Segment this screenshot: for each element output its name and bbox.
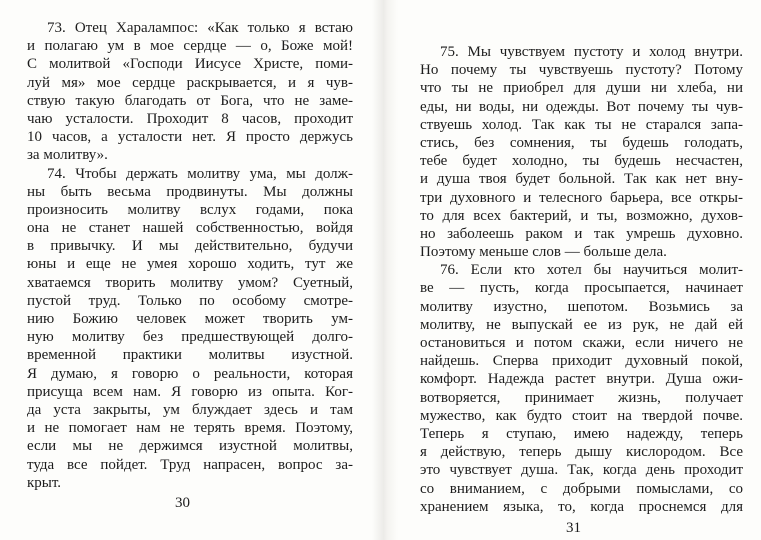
text-line: да уста закрыты, ум блуждает здесь и там	[27, 401, 353, 418]
text-line: хранением языка, то, когда проснемся для	[420, 498, 743, 515]
text-line: нию Божию человек может творить ум-	[27, 311, 353, 327]
text-line: пустой труд. Только по особому смотре-	[27, 292, 353, 309]
text-line: я действую, теперь дышу кислородом. Все	[420, 444, 743, 461]
text-line: ны быть весьма продвинуты. Мы должны	[27, 183, 353, 200]
left-page-text	[27, 19, 353, 492]
text-line: 10 часов, а усталости нет. Я просто держусь	[27, 129, 353, 146]
text-line: и душа твоя будет больной. Так как нет вну-	[420, 171, 743, 188]
text-line: молитву, не выпускай ее из рук, не дай ей	[420, 316, 743, 333]
text-line: 75. Мы чувствуем пустоту и холод внутри.	[440, 44, 743, 60]
text-line: что ты не приобрел для души ни хлеба, ни	[420, 80, 743, 97]
text-line: комфорт. Надежда растет внутри. Душа ожи-	[420, 371, 743, 388]
text-line: временной практики молитвы изустной.	[27, 347, 353, 364]
text-line: мужество, как будто стоит на твердой почве.	[420, 407, 743, 424]
text-line: со вниманием, с добрыми помыслами, со	[420, 480, 743, 497]
text-line: вотворяется, принимает жизнь, получает	[420, 389, 743, 406]
text-line: остановиться и потом скажи, если ничего не	[420, 335, 743, 351]
book-gutter	[372, 0, 398, 540]
text-line: юны и еще не умея хорошо ходить, тут же	[27, 256, 353, 273]
text-line: ную молитву без предшествующей долго-	[27, 329, 353, 346]
text-line: стись, без сомнения, ты будешь голодать,	[420, 134, 743, 151]
text-line: чаю усталости. Проходит 8 часов, проходит	[27, 110, 353, 127]
text-line: ствую такую благодать от Бога, что не заме-	[27, 92, 353, 109]
text-line: то для всех бактерий, и ты, возможно, духов-	[420, 207, 743, 224]
text-line: три духовного и телесного барьера, все откры-	[420, 189, 743, 206]
text-line: присуща всем нам. Я говорю из опыта. Ког-	[27, 383, 353, 400]
text-line: 76. Если кто хотел бы научиться молит-	[440, 262, 743, 279]
text-line: 73. Отец Харалампос: «Как только я встаю	[47, 20, 353, 36]
text-line: Но почему ты чувствуешь пустоту? Потому	[420, 62, 743, 79]
text-line: за молитву».	[27, 147, 108, 164]
text-line: еды, ни воды, ни одежды. Вот почему ты чув-	[420, 98, 743, 115]
text-line: ствуешь холод. Так как ты не старался запа-	[420, 116, 743, 133]
text-line: хватаемся творить молитву умом? Суетный,	[27, 274, 353, 291]
text-line: это чувствует душа. Так, когда день проходит	[420, 462, 743, 479]
text-line: крыт.	[27, 474, 62, 491]
text-line: Я думаю, я говорю о реальности, которая	[27, 365, 353, 382]
text-line: если мы не держимся изустной молитвы,	[27, 438, 353, 455]
text-line: молитву изустно, шепотом. Возьмись за	[420, 298, 743, 315]
text-line: С молитвой «Господи Иисусе Христе, поми-	[27, 56, 353, 73]
right-page-text	[420, 43, 743, 516]
text-line: и полагаю ум в мое сердце — о, Боже мой!	[27, 38, 353, 55]
text-line: она не станет нашей собственностью, войдя	[27, 220, 353, 237]
text-line: луй мя» мое сердце раскрывается, и я чув-	[27, 74, 353, 91]
text-line: в привычку. И мы действительно, будучи	[27, 238, 353, 255]
text-line: ве — пусть, когда просыпается, начинает	[420, 280, 743, 297]
left-page-number: 30	[175, 495, 190, 511]
text-line: Поэтому меньше слов — больше дела.	[420, 244, 667, 261]
text-line: найдешь. Сперва приходит духовный покой,	[420, 353, 743, 370]
text-line: и не помогает нам не терять время. Поэтому,	[27, 420, 353, 437]
text-line: 74. Чтобы держать молитву ума, мы долж-	[47, 165, 353, 182]
text-line: тебе будет холодно, ты будешь несчастен,	[420, 153, 743, 170]
text-line: Теперь я ступаю, имею надежду, теперь	[420, 425, 743, 442]
right-page-number: 31	[566, 520, 581, 536]
text-line: произносить молитву вслух годами, пока	[27, 201, 353, 218]
text-line: туда все пойдет. Труд напрасен, вопрос за-	[27, 456, 353, 473]
text-line: но заболеешь раком и так умрешь духовно.	[420, 225, 743, 242]
